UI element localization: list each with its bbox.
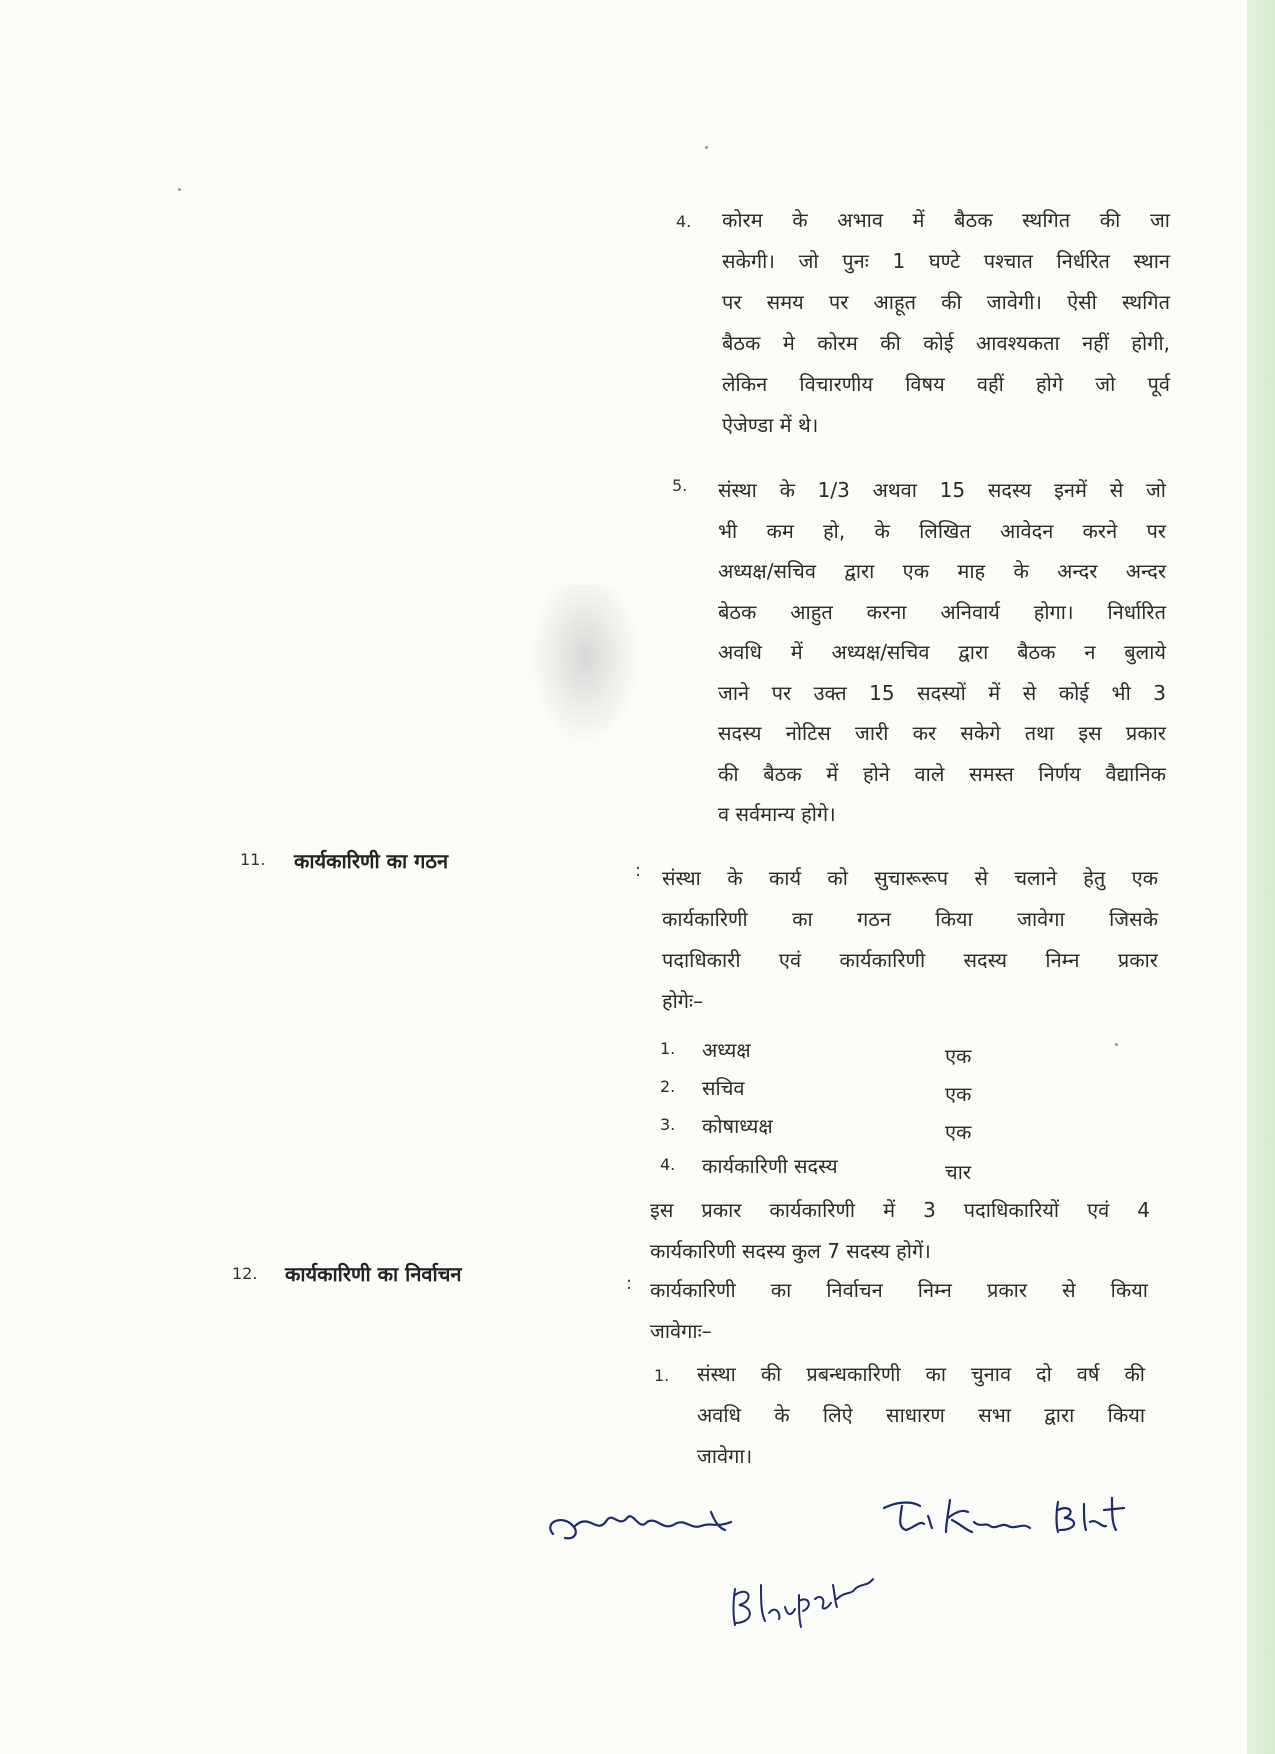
section-12-item-1-text	[697, 1354, 1145, 1477]
section-colon: :	[626, 1273, 633, 1294]
text-line: इस प्रकार कार्यकारिणी में 3 पदाधिकारियों एवं 4	[650, 1198, 1150, 1222]
item-number: 1.	[654, 1366, 670, 1385]
clause-4-text	[722, 200, 1170, 446]
list-item	[660, 1152, 1000, 1188]
text-line: संस्था के 1/3 अथवा 15 सदस्य इनमें से जो	[718, 478, 1166, 502]
signature-3	[725, 1555, 885, 1635]
text-line: जावेगाः–	[650, 1319, 712, 1343]
section-11-text	[662, 858, 1158, 1022]
section-colon: :	[635, 860, 642, 881]
item-number: 4.	[660, 1155, 676, 1174]
text-line: संस्था के कार्य को सुचारूरूप से चलाने हेतु एक	[662, 866, 1158, 890]
section-11-heading: कार्यकारिणी का गठन	[294, 849, 449, 873]
text-line: अवधि में अध्यक्ष/सचिव द्वारा बैठक न बुलाये	[718, 640, 1166, 664]
section-12-heading: कार्यकारिणी का निर्वाचन	[285, 1262, 462, 1286]
post-count: चार	[945, 1160, 972, 1184]
post-name: कार्यकारिणी सदस्य	[702, 1154, 838, 1178]
text-line: लेकिन विचारणीय विषय वहीं होगे जो पूर्व	[722, 372, 1170, 396]
scan-speck	[1115, 1043, 1118, 1046]
scan-speck	[705, 146, 708, 149]
text-line: अध्यक्ष/सचिव द्वारा एक माह के अन्दर अन्दर	[718, 559, 1166, 583]
faded-stamp-impression	[530, 585, 640, 745]
text-line: भी कम हो, के लिखित आवेदन करने पर	[718, 518, 1166, 543]
section-12-text	[650, 1270, 1148, 1352]
text-line: जाने पर उक्त 15 सदस्यों में से कोई भी 3	[718, 680, 1166, 705]
text-line: कार्यकारिणी का गठन किया जावेगा जिसके	[662, 907, 1158, 931]
section-11-summary	[650, 1190, 1150, 1272]
text-line: कार्यकारिणी सदस्य कुल 7 सदस्य होगें।	[650, 1239, 931, 1263]
text-line: व सर्वमान्य होगे।	[718, 802, 836, 826]
post-count: एक	[945, 1044, 972, 1068]
signature-1	[535, 1492, 745, 1562]
list-item	[660, 1074, 1000, 1110]
text-line: पर समय पर आहूत की जावेगी। ऐसी स्थगित	[722, 290, 1170, 314]
text-line: कोरम के अभाव में बैठक स्थगित की जा	[722, 208, 1170, 232]
post-count: एक	[945, 1120, 972, 1144]
clause-5-text	[718, 470, 1166, 835]
section-number: 11.	[240, 850, 266, 869]
post-name: अध्यक्ष	[702, 1038, 751, 1062]
list-item	[660, 1112, 1000, 1148]
signature-2	[880, 1488, 1130, 1548]
text-line: बैठक मे कोरम की कोई आवश्यकता नहीं होगी,	[722, 331, 1170, 355]
section-number: 12.	[232, 1264, 258, 1283]
text-line: की बैठक में होने वाले समस्त निर्णय वैद्यानिक	[718, 761, 1166, 786]
item-number: 1.	[660, 1039, 676, 1058]
clause-number: 5.	[672, 476, 688, 495]
text-line: जावेगा।	[697, 1444, 753, 1468]
scanner-edge-strip	[1247, 0, 1275, 1754]
post-name: सचिव	[702, 1076, 745, 1100]
text-line: संस्था की प्रबन्धकारिणी का चुनाव दो वर्ष की	[697, 1362, 1145, 1386]
post-name: कोषाध्यक्ष	[702, 1114, 773, 1138]
scan-speck	[178, 188, 181, 191]
text-line: बेठक आहुत करना अनिवार्य होगा। निर्धारित	[718, 599, 1166, 624]
text-line: सदस्य नोटिस जारी कर सकेगे तथा इस प्रकार	[718, 721, 1166, 745]
item-number: 2.	[660, 1077, 676, 1096]
text-line: ऐजेण्डा में थे।	[722, 413, 819, 437]
clause-number: 4.	[676, 212, 692, 231]
post-count: एक	[945, 1082, 972, 1106]
text-line: अवधि के लिऐ साधारण सभा द्वारा किया	[697, 1403, 1145, 1427]
item-number: 3.	[660, 1115, 676, 1134]
text-line: सकेगी। जो पुनः 1 घण्टे पश्चात निर्धरित स्थान	[722, 249, 1170, 273]
text-line: कार्यकारिणी का निर्वाचन निम्न प्रकार से किया	[650, 1278, 1148, 1302]
text-line: होगेः–	[662, 989, 704, 1013]
text-line: पदाधिकारी एवं कार्यकारिणी सदस्य निम्न प्रकार	[662, 948, 1158, 972]
list-item	[660, 1036, 1000, 1072]
